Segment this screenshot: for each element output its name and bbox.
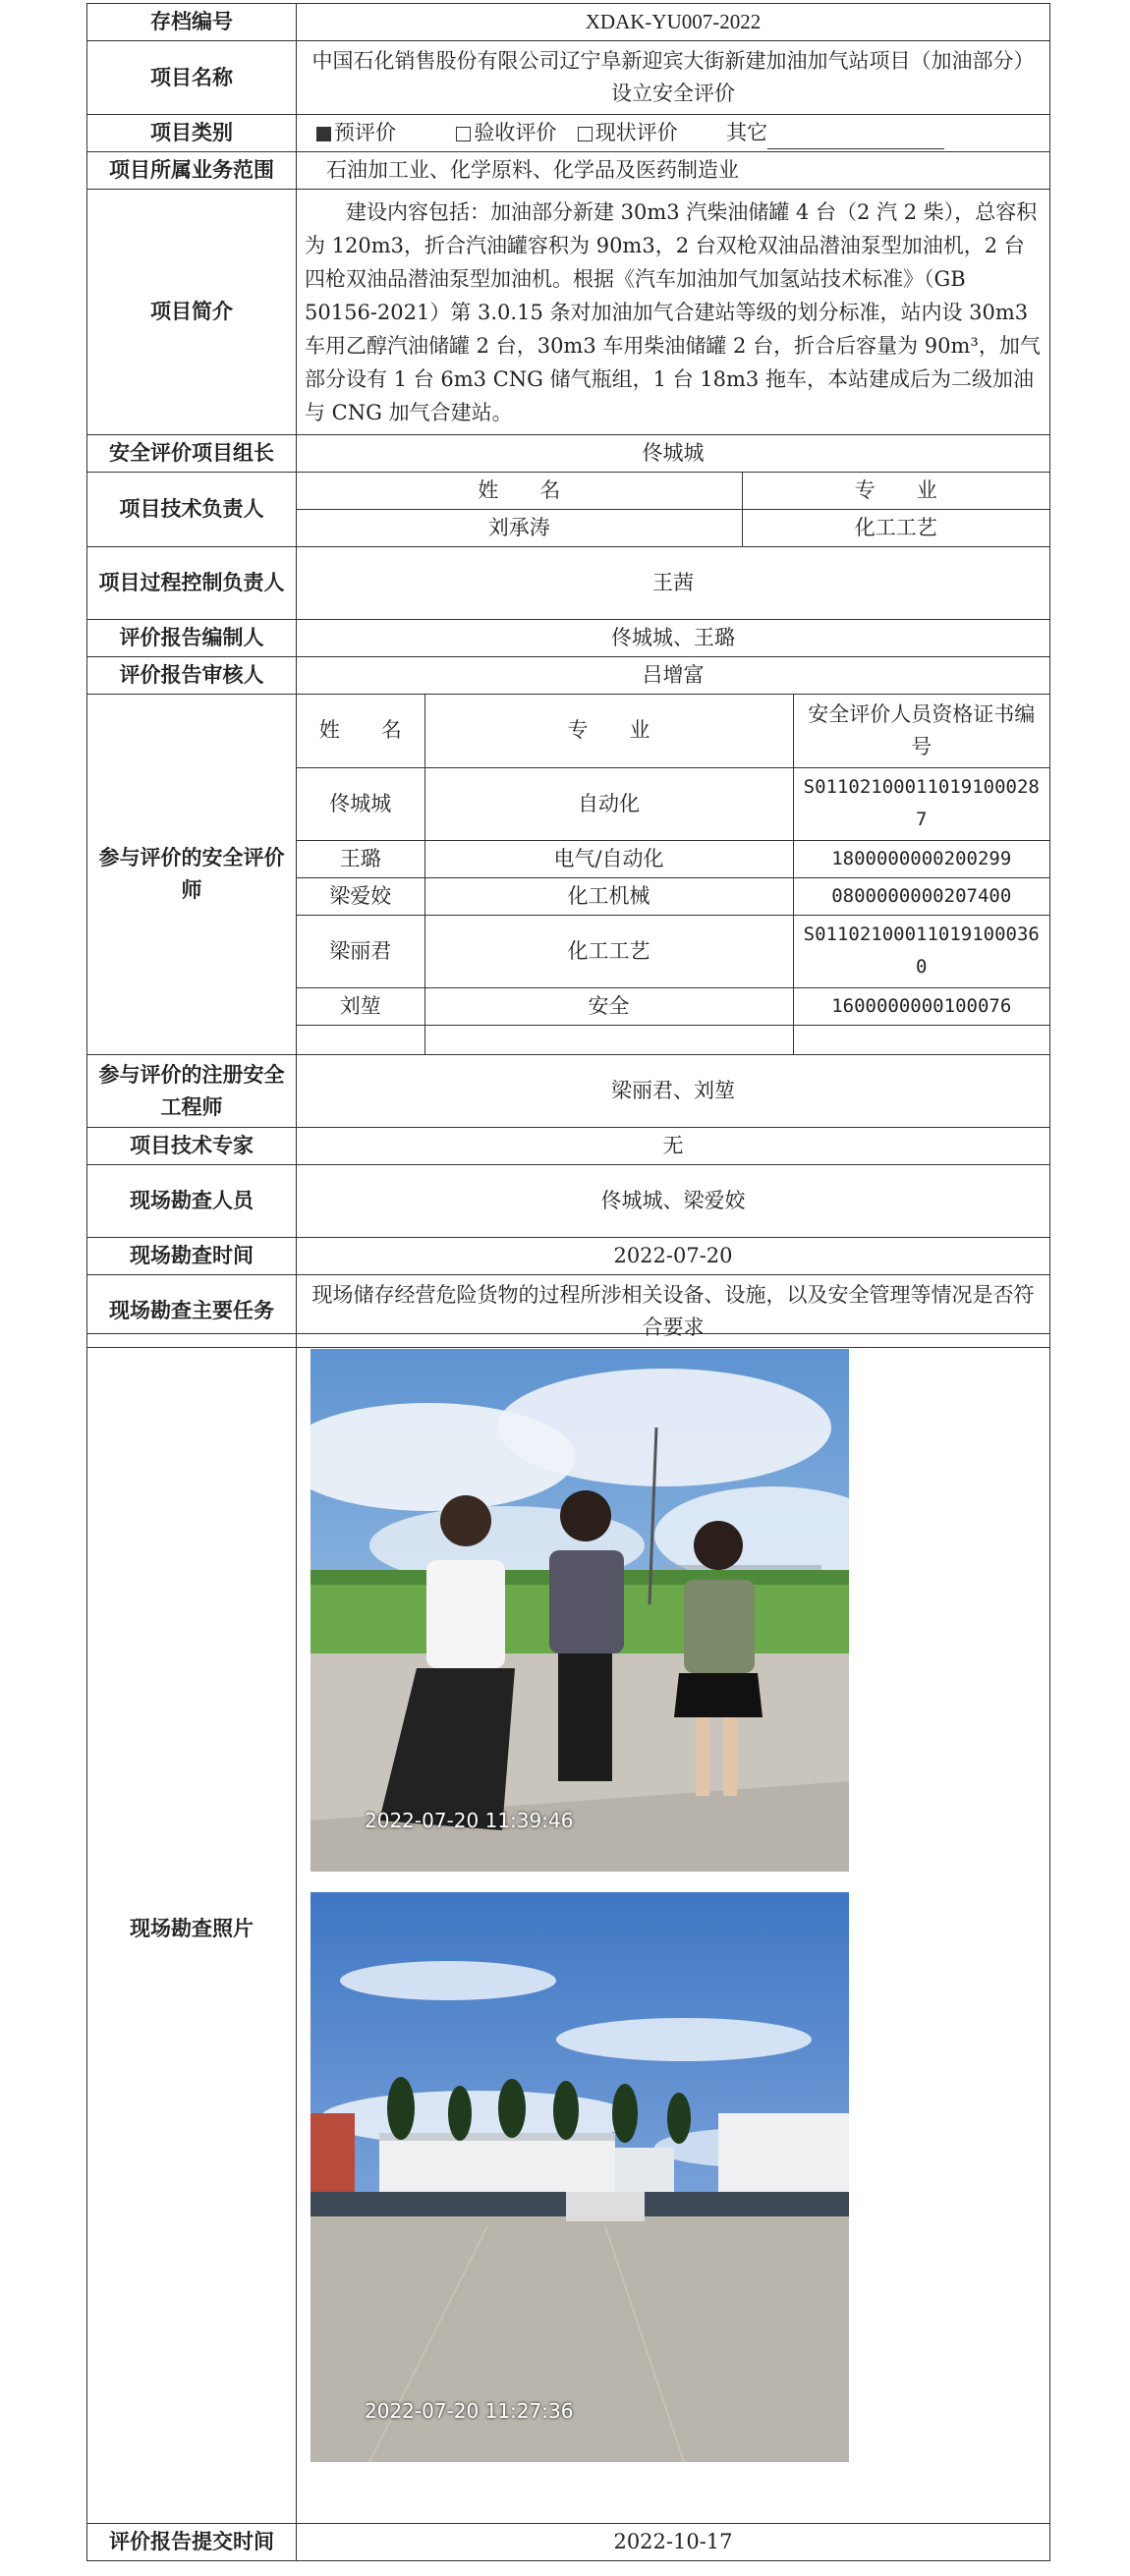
row-survey-staff (87, 1165, 1050, 1238)
tech-lead-name: 刘承涛 (297, 510, 742, 547)
submit-label: 评价报告提交时间 (87, 2524, 297, 2561)
table-row (297, 767, 1049, 840)
unchecked-box-icon (578, 127, 593, 141)
evaluator-major: 电气/自动化 (424, 840, 793, 877)
table-row (297, 840, 1049, 877)
reviewer-value: 吕增富 (297, 657, 1050, 695)
expert-value: 无 (297, 1128, 1050, 1165)
reviewer-label: 评价报告审核人 (87, 657, 297, 695)
survey-date-value: 2022-07-20 (297, 1238, 1050, 1275)
evaluators-header-major: 专 业 (424, 695, 793, 767)
tech-lead-cell (297, 473, 1050, 547)
row-submit (87, 2524, 1050, 2561)
category-other[interactable]: 其它 (726, 121, 944, 144)
evaluator-cert: S011021000110191000360 (793, 915, 1049, 987)
row-category (87, 115, 1050, 152)
survey-photo-people (311, 1349, 849, 1872)
evaluator-cert: 1800000000200299 (793, 840, 1049, 877)
row-summary (87, 190, 1050, 435)
submit-value: 2022-10-17 (297, 2524, 1050, 2561)
survey-date-label: 现场勘查时间 (87, 1238, 297, 1275)
row-process-lead (87, 547, 1050, 620)
category-label: 项目类别 (87, 115, 297, 152)
photo-timestamp: 2022-07-20 11:39:46 (365, 1809, 574, 1832)
evaluators-table (297, 695, 1049, 1054)
row-compiler (87, 620, 1050, 657)
evaluators-header-cert: 安全评价人员资格证书编号 (793, 695, 1049, 767)
archive-value: XDAK-YU007-2022 (297, 4, 1050, 41)
tech-lead-label: 项目技术负责人 (87, 473, 297, 547)
evaluator-major: 自动化 (424, 767, 793, 840)
project-name-value: 中国石化销售股份有限公司辽宁阜新迎宾大街新建加油加气站项目（加油部分）设立安全评价 (297, 41, 1050, 115)
other-underline (767, 129, 944, 149)
summary-label: 项目简介 (87, 190, 297, 435)
compiler-value: 佟城城、王璐 (297, 620, 1050, 657)
row-engineers (87, 1055, 1050, 1128)
business-scope-label: 项目所属业务范围 (87, 152, 297, 190)
info-table (86, 3, 1050, 1348)
engineers-value: 梁丽君、刘堃 (297, 1055, 1050, 1128)
evaluator-cert: 1600000000100076 (793, 987, 1049, 1025)
evaluators-header-name: 姓 名 (297, 695, 424, 767)
evaluators-label: 参与评价的安全评价师 (87, 695, 297, 1055)
survey-staff-value: 佟城城、梁爱姣 (297, 1165, 1050, 1238)
evaluator-major (424, 1025, 793, 1054)
row-project-name (87, 41, 1050, 115)
survey-photo-site (311, 1892, 849, 2462)
evaluator-name: 梁爱姣 (297, 877, 424, 915)
evaluator-major: 化工工艺 (424, 915, 793, 987)
survey-task-label: 现场勘查主要任务 (87, 1275, 297, 1348)
table-row (297, 987, 1049, 1025)
evaluator-major: 安全 (424, 987, 793, 1025)
expert-label: 项目技术专家 (87, 1128, 297, 1165)
archive-label: 存档编号 (87, 4, 297, 41)
evaluator-name (297, 1025, 424, 1054)
evaluator-name: 梁丽君 (297, 915, 424, 987)
row-expert (87, 1128, 1050, 1165)
project-name-label: 项目名称 (87, 41, 297, 115)
checked-box-icon (316, 127, 331, 141)
survey-task-value: 现场储存经营危险货物的过程所涉相关设备、设施，以及安全管理等情况是否符合要求 (297, 1275, 1050, 1348)
evaluator-name: 王璐 (297, 840, 424, 877)
survey-photo-people-image (311, 1349, 849, 1872)
table-row (297, 877, 1049, 915)
tech-lead-major: 化工工艺 (854, 516, 937, 539)
category-checkbox-status[interactable]: 现状评价 (578, 121, 678, 144)
summary-value: 建设内容包括：加油部分新建 30m3 汽柴油储罐 4 台（2 汽 2 柴），总容积为 120m3，折合汽油罐容积为 90m3，2 台双枪双油品潜油泵型加油机，2 台四枪双油品潜油泵型加油机。根据《汽车加油加气加氢站技术标准》（GB 50156-2021）第 3.0.15 条对加油加气合建站等级的划分标准，站内设 30m3 车用乙醇汽油储罐 2 台，30m3 车用柴油储罐 2 台，折合后容量为 90m³，加气部分设有 1 台 6m3 CNG 储气瓶组，1 台 18m3 拖车，本站建成后为二级加油与 CNG 加气合建站。 (297, 190, 1050, 435)
evaluator-name: 刘堃 (297, 987, 424, 1025)
table-row (297, 915, 1049, 987)
business-scope-value: 石油加工业、化学原料、化学品及医药制造业 (297, 152, 1050, 190)
evaluator-cert: S011021000110191000287 (793, 767, 1049, 840)
photo-timestamp: 2022-07-20 11:27:36 (365, 2399, 574, 2423)
tech-lead-name-header: 姓 名 (297, 473, 742, 510)
row-archive (87, 4, 1050, 41)
process-lead-value: 王茜 (297, 547, 1050, 620)
evaluator-cert: 0800000000207400 (793, 877, 1049, 915)
row-reviewer (87, 657, 1050, 695)
category-checkbox-acceptance[interactable]: 验收评价 (456, 121, 556, 144)
team-lead-label: 安全评价项目组长 (87, 435, 297, 473)
engineers-label: 参与评价的注册安全工程师 (87, 1055, 297, 1128)
row-survey-date (87, 1238, 1050, 1275)
unchecked-box-icon (456, 127, 471, 141)
table-row (297, 1025, 1049, 1054)
row-evaluators (87, 695, 1050, 1055)
survey-photo-site-image (311, 1892, 849, 2462)
evaluators-header-row (297, 695, 1049, 767)
row-team-lead (87, 435, 1050, 473)
tech-lead-table (297, 473, 1049, 546)
evaluator-major: 化工机械 (424, 877, 793, 915)
row-tech-lead (87, 473, 1050, 547)
evaluators-cell (297, 695, 1050, 1055)
process-lead-label: 项目过程控制负责人 (87, 547, 297, 620)
evaluator-cert (793, 1025, 1049, 1054)
team-lead-value: 佟城城 (297, 435, 1050, 473)
compiler-label: 评价报告编制人 (87, 620, 297, 657)
row-business-scope (87, 152, 1050, 190)
survey-staff-label: 现场勘查人员 (87, 1165, 297, 1238)
category-checkbox-pre[interactable]: 预评价 (316, 121, 396, 144)
evaluator-name: 佟城城 (297, 767, 424, 840)
photos-label: 现场勘查照片 (87, 1334, 297, 2524)
category-options (297, 115, 1050, 152)
tech-lead-major-header: 专 业 (742, 473, 1049, 510)
